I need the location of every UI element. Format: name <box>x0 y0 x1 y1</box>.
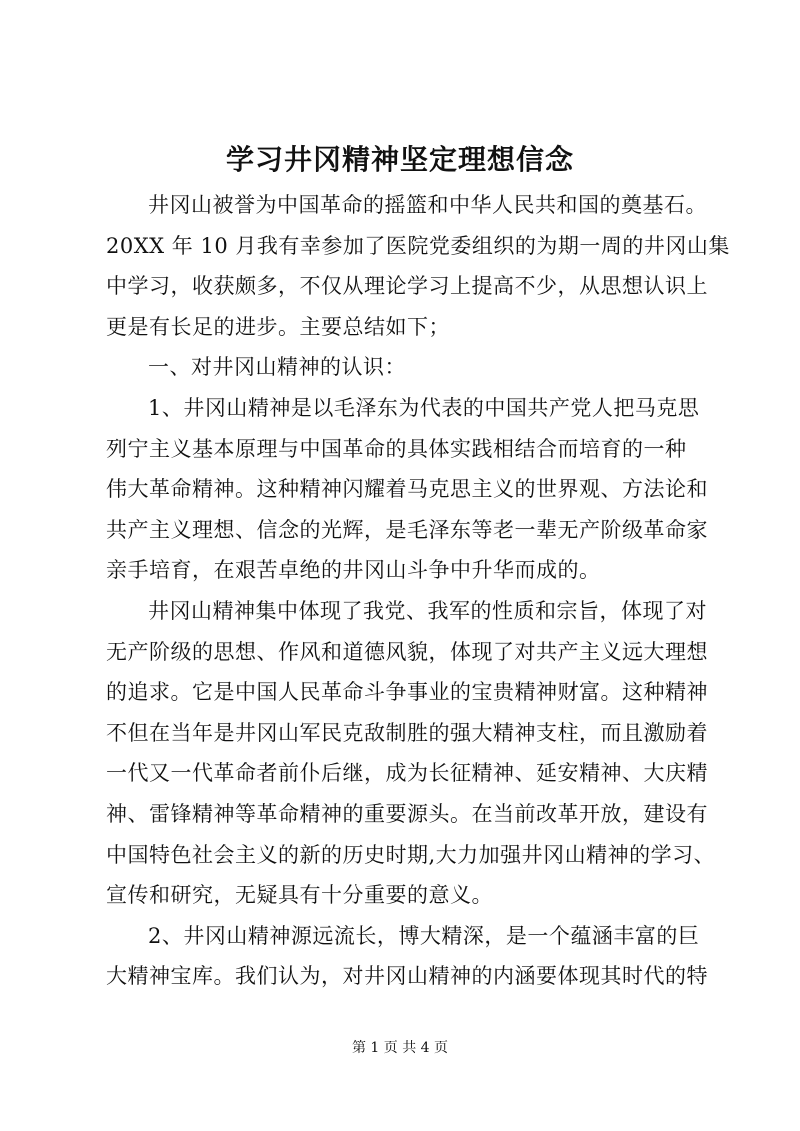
document-title: 学习井冈精神坚定理想信念 <box>225 143 574 176</box>
paragraph-line: 一代又一代革命者前仆后继，成为长征精神、延安精神、大庆精 <box>106 761 708 786</box>
paragraph-line: 更是有长足的进步。主要总结如下； <box>106 314 450 339</box>
section-heading: 一、对井冈山精神的认识： <box>148 355 406 380</box>
paragraph-line: 1、井冈山精神是以毛泽东为代表的中国共产党人把马克思 <box>148 395 700 420</box>
paragraph-line: 亲手培育，在艰苦卓绝的井冈山斗争中升华而成的。 <box>106 558 601 583</box>
document-body <box>106 185 730 997</box>
paragraph-line: 的追求。它是中国人民革命斗争事业的宝贵精神财富。这种精神 <box>106 680 708 705</box>
paragraph-line: 共产主义理想、信念的光辉，是毛泽东等老一辈无产阶级革命家 <box>106 517 708 542</box>
paragraph-line: 井冈山被誉为中国革命的摇篮和中华人民共和国的奠基石。 <box>148 193 707 217</box>
paragraph-line: 中学习，收获颇多，不仅从理论学习上提高不少，从思想认识上 <box>106 274 708 299</box>
paragraph-line: 伟大革命精神。这种精神闪耀着马克思主义的世界观、方法论和 <box>106 477 708 502</box>
paragraph-line: 列宁主义基本原理与中国革命的具体实践相结合而培育的一种 <box>106 436 687 461</box>
paragraph-line: 宣传和研究，无疑具有十分重要的意义。 <box>106 883 493 908</box>
paragraph-line: 大精神宝库。我们认为，对井冈山精神的内涵要体现其时代的特 <box>106 964 708 989</box>
paragraph-line: 中国特色社会主义的新的历史时期,大力加强井冈山精神的学习、 <box>106 842 716 867</box>
paragraph-line: 井冈山精神集中体现了我党、我军的性质和宗旨，体现了对 <box>148 598 707 623</box>
page-footer: 第 1 页 共 4 页 <box>351 1040 449 1056</box>
paragraph-line: 无产阶级的思想、作风和道德风貌，体现了对共产主义远大理想 <box>106 639 708 664</box>
paragraph-line: 2、井冈山精神源远流长，博大精深，是一个蕴涵丰富的巨 <box>148 923 700 948</box>
paragraph-line: 20XX 年 10 月我有幸参加了医院党委组织的为期一周的井冈山集 <box>106 233 730 258</box>
paragraph-line: 神、雷锋精神等革命精神的重要源头。在当前改革开放，建设有 <box>106 801 708 826</box>
paragraph-line: 不但在当年是井冈山军民克敌制胜的强大精神支柱，而且激励着 <box>106 720 708 745</box>
